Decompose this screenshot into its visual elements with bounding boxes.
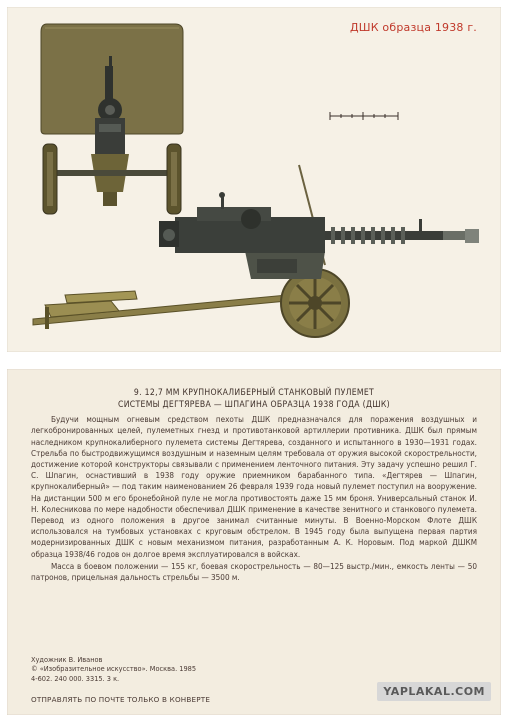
description-card: [7, 369, 501, 715]
illustration-title: ДШК образца 1938 г.: [349, 21, 477, 34]
mail-note: ОТПРАВЛЯТЬ ПО ПОЧТЕ ТОЛЬКО В КОНВЕРТЕ: [31, 695, 211, 704]
artist-credit: Художник В. Иванов: [31, 656, 103, 664]
specs-paragraph: Масса в боевом положении — 155 кг, боевая скорострельность — 80—125 выстр./мин., емкость ленты — 50 патронов, прицельная дальность стрельбы — 3500 м.: [31, 560, 477, 583]
description-text: [31, 388, 477, 583]
side-view-drawing: [25, 155, 481, 343]
credits: [31, 656, 196, 684]
heading-line-2: СИСТЕМЫ ДЕГТЯРЕВА — ШПАГИНА ОБРАЗЦА 1938 ГОДА (ДШК): [118, 399, 390, 410]
heading-line-1: 9. 12,7 ММ КРУПНОКАЛИБЕРНЫЙ СТАНКОВЫЙ ПУЛЕМЕТ: [133, 388, 375, 398]
publisher-credit: © «Изобразительное искусство». Москва. 1985: [31, 665, 197, 674]
illustration-card: [7, 7, 501, 352]
scale-bar: [329, 111, 399, 121]
site-watermark: YAPLAKAL.COM: [377, 682, 491, 701]
history-paragraph: Будучи мощным огневым средством пехоты ДШК предназначался для поражения воздушных и легкобронированных целей, пулеметных гнезд и противотанковой артиллерии противника. ДШК был прямым наследником крупнокалиберного пулемета системы Дегтярева, созданного и испытанного в 1930—1931 годах. Стрельба по быстродвижущимся воздушным и наземным целям требовала от оружия высокой скорострельности, достижение которой конструкторы связывали с применением ленточного питания. Эту задачу успешно решил Г. С. Шпагин, оснастивший в 1938 году оружие приемником барабанного типа. «Дегтярев — Шпагин, крупнокалиберный» — под таким наименованием 26 февраля 1939 года новый пулемет поступил на вооружение. На дистанции 500 м его бронебойной пуле не могла противостоять даже 15 мм броня. Универсальный станок И. Н. Колесникова по мере надобности обеспечивал ДШК применение в качестве зенитного и станкового пулемета. Перевод из одного положения в другое занимал считанные минуты. В Военно-Морском Флоте ДШК использовался на тумбовых установках с круговым обстрелом. В 1945 году была выпущена первая партия модернизированных ДШК с новым механизмом питания, разработанным А. К. Норовым. Под маркой ДШКМ образца 1938/46 годов он долгое время эксплуатировался в войсках.: [31, 414, 477, 559]
print-code: 4-602. 240 000. 3315. 3 к.: [31, 674, 120, 683]
description-heading: [31, 388, 477, 411]
